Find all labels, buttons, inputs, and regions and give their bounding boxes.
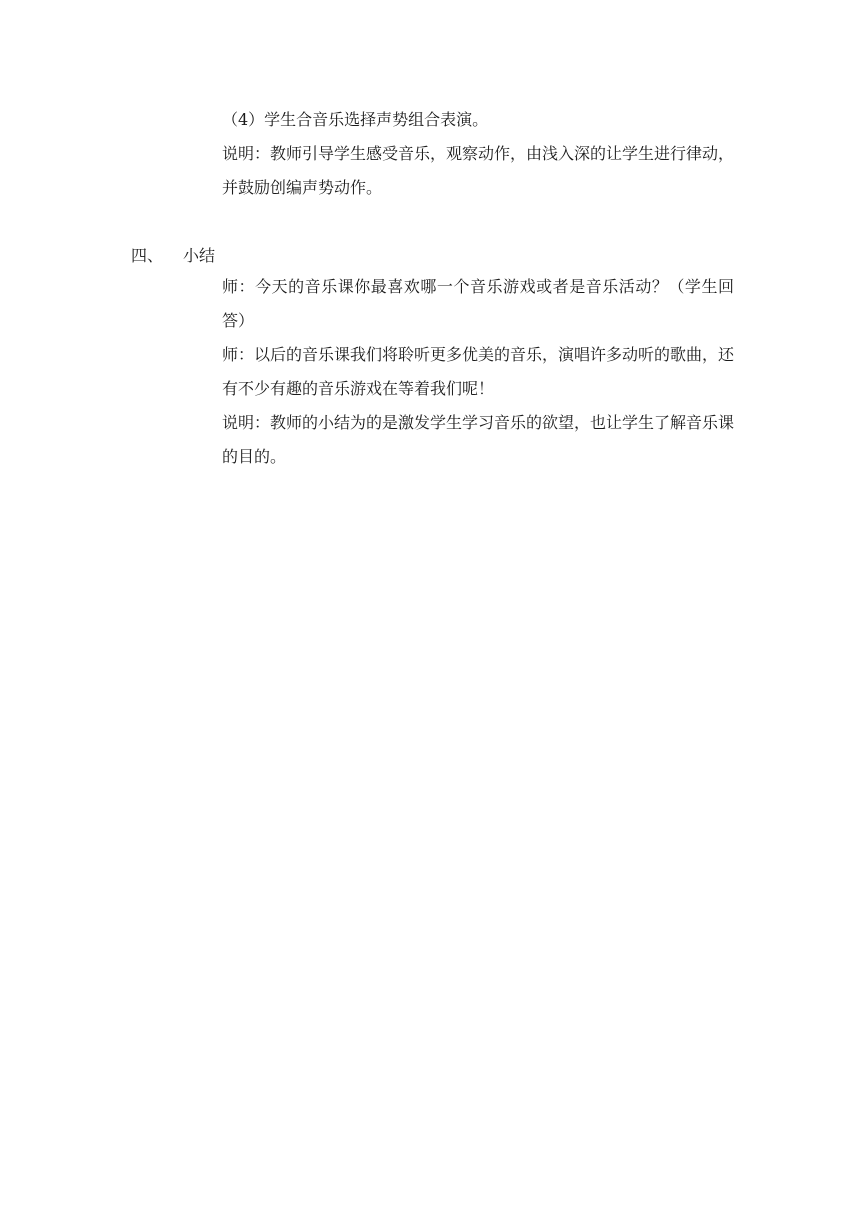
summary-paragraph-3: 说明：教师的小结为的是激发学生学习音乐的欲望，也让学生了解音乐课的目的。 [222,413,735,466]
summary-paragraph-1: 师：今天的音乐课你最喜欢哪一个音乐游戏或者是音乐活动？（学生回答） [222,277,734,330]
step-4-text: （4）学生合音乐选择声势组合表演。 [222,110,489,129]
summary-paragraph-2: 师：以后的音乐课我们将聆听更多优美的音乐，演唱许多动听的歌曲，还有不少有趣的音乐游戏在等着我们呢！ [222,345,735,398]
section-4-title: 小结 [183,246,216,265]
section-4-heading [131,239,215,273]
section-4-number: 四、 [131,246,164,265]
section-3-tail [222,103,734,205]
note-paragraph: 说明：教师引导学生感受音乐，观察动作，由浅入深的让学生进行律动，并鼓励创编声势动作。 [222,144,735,197]
section-4-body [222,270,734,474]
